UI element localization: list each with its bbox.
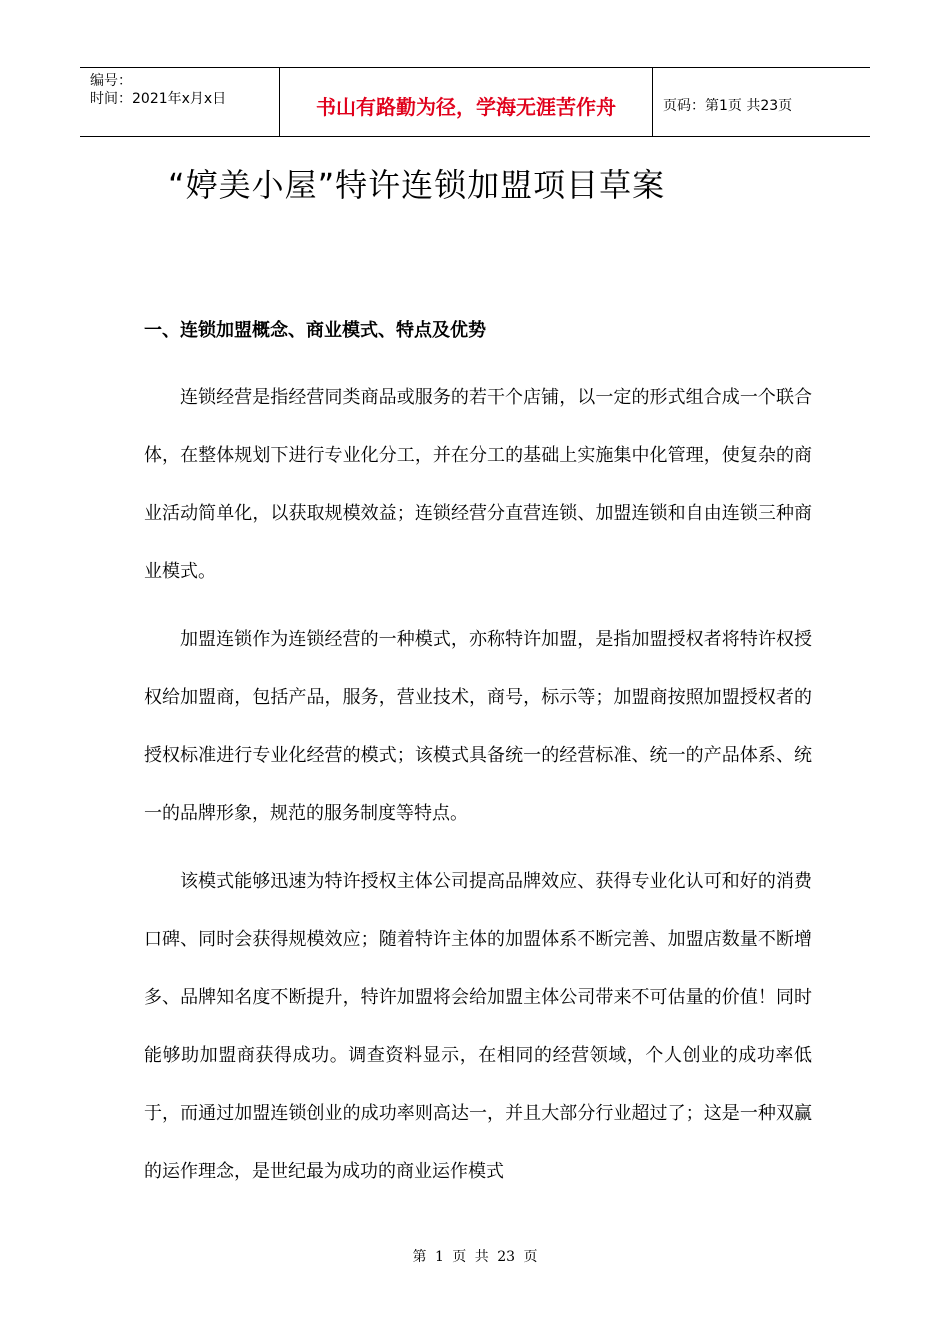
paragraph: 连锁经营是指经营同类商品或服务的若干个店铺，以一定的形式组合成一个联合体，在整体规划下进行专业化分工，并在分工的基础上实施集中化管理，使复杂的商业活动简单化，以获取规模效益；连锁经营分直营连锁、加盟连锁和自由连锁三种商业模式。 xyxy=(144,387,812,582)
header-motto: 书山有路勤为径，学海无涯苦作舟 xyxy=(280,68,653,136)
document-header xyxy=(80,67,870,137)
page-footer: 第 1 页 共 23 页 xyxy=(412,1249,538,1265)
paragraph: 加盟连锁作为连锁经营的一种模式，亦称特许加盟，是指加盟授权者将特许权授权给加盟商，包括产品，服务，营业技术，商号，标示等；加盟商按照加盟授权者的授权标准进行专业化经营的模式；该模式具备统一的经营标准、统一的产品体系、统一的品牌形象，规范的服务制度等特点。 xyxy=(144,629,812,824)
header-page-info: 页码：第1页 共23页 xyxy=(663,98,793,114)
date-label: 时间：2021年x月x日 xyxy=(90,91,227,107)
section-heading: 一、连锁加盟概念、商业模式、特点及优势 xyxy=(144,320,486,341)
serial-number-label: 编号： xyxy=(90,73,132,89)
header-meta-cell xyxy=(80,68,280,136)
document-title: “婷美小屋”特许连锁加盟项目草案 xyxy=(168,166,666,204)
paragraph: 该模式能够迅速为特许授权主体公司提高品牌效应、获得专业化认可和好的消费口碑、同时会获得规模效应；随着特许主体的加盟体系不断完善、加盟店数量不断增多、品牌知名度不断提升，特许加盟将会给加盟主体公司带来不可估量的价值！同时能够助加盟商获得成功。调查资料显示，在相同的经营领域，个人创业的成功率低于，而通过加盟连锁创业的成功率则高达一，并且大部分行业超过了；这是一种双赢的运作理念，是世纪最为成功的商业运作模式 xyxy=(144,871,812,1182)
